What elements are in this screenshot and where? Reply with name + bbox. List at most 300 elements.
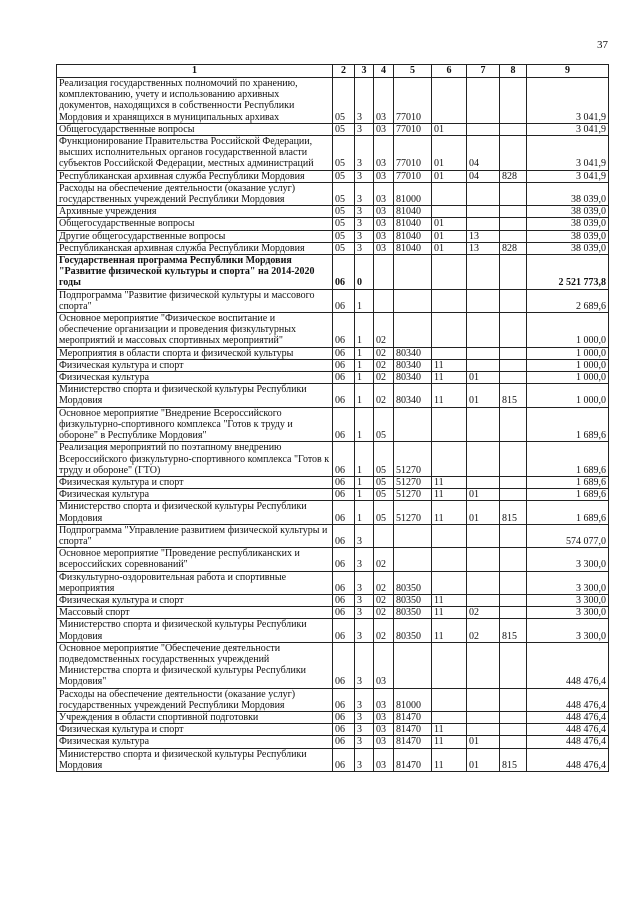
code-cell bbox=[432, 313, 467, 348]
table-row bbox=[57, 347, 609, 359]
code-cell: 3 bbox=[355, 78, 374, 124]
code-cell: 05 bbox=[333, 170, 355, 182]
table-row bbox=[57, 230, 609, 242]
row-name-cell: Физическая культура и спорт bbox=[57, 476, 333, 488]
code-cell: 06 bbox=[333, 489, 355, 501]
code-cell bbox=[500, 78, 527, 124]
row-name-cell: Физическая культура bbox=[57, 372, 333, 384]
code-cell bbox=[500, 206, 527, 218]
amount-cell: 3 300,0 bbox=[527, 548, 609, 571]
code-cell bbox=[374, 524, 394, 547]
code-cell: 81040 bbox=[394, 206, 432, 218]
code-cell bbox=[467, 688, 500, 711]
code-cell: 03 bbox=[374, 736, 394, 748]
code-cell bbox=[394, 548, 432, 571]
code-cell: 02 bbox=[374, 347, 394, 359]
code-cell: 05 bbox=[374, 407, 394, 442]
table-row bbox=[57, 594, 609, 606]
row-name-cell: Общегосударственные вопросы bbox=[57, 218, 333, 230]
code-cell: 0 bbox=[355, 255, 374, 290]
code-cell: 3 bbox=[355, 619, 374, 642]
table-row bbox=[57, 724, 609, 736]
code-cell: 81470 bbox=[394, 724, 432, 736]
amount-cell: 1 000,0 bbox=[527, 313, 609, 348]
code-cell bbox=[500, 724, 527, 736]
table-row bbox=[57, 206, 609, 218]
code-cell bbox=[467, 711, 500, 723]
table-row bbox=[57, 501, 609, 524]
code-cell: 51270 bbox=[394, 442, 432, 477]
code-cell: 02 bbox=[374, 313, 394, 348]
code-cell bbox=[500, 182, 527, 205]
code-cell: 06 bbox=[333, 711, 355, 723]
code-cell: 11 bbox=[432, 736, 467, 748]
code-cell: 3 bbox=[355, 688, 374, 711]
row-name-cell: Физкультурно-оздоровительная работа и спортивные мероприятия bbox=[57, 571, 333, 594]
code-cell bbox=[467, 359, 500, 371]
code-cell bbox=[500, 442, 527, 477]
code-cell: 05 bbox=[333, 218, 355, 230]
code-cell: 02 bbox=[374, 372, 394, 384]
code-cell bbox=[500, 218, 527, 230]
code-cell bbox=[467, 407, 500, 442]
code-cell: 03 bbox=[374, 242, 394, 254]
code-cell: 06 bbox=[333, 571, 355, 594]
amount-cell: 2 689,6 bbox=[527, 289, 609, 312]
code-cell bbox=[500, 594, 527, 606]
row-name-cell: Министерство спорта и физической культуры Республики Мордовия bbox=[57, 748, 333, 771]
code-cell bbox=[500, 607, 527, 619]
table-row bbox=[57, 182, 609, 205]
row-name-cell: Государственная программа Республики Мордовия "Развитие физической культуры и спорта" на 2014-2020 годы bbox=[57, 255, 333, 290]
code-cell: 11 bbox=[432, 384, 467, 407]
code-cell bbox=[467, 524, 500, 547]
code-cell: 81470 bbox=[394, 736, 432, 748]
code-cell: 1 bbox=[355, 313, 374, 348]
code-cell: 01 bbox=[432, 170, 467, 182]
row-name-cell: Основное мероприятие "Проведение республиканских и всероссийских соревнований" bbox=[57, 548, 333, 571]
table-row bbox=[57, 136, 609, 171]
code-cell: 01 bbox=[432, 218, 467, 230]
row-name-cell: Основное мероприятие "Физическое воспитание и обеспечение организации и проведения физкультурных мероприятий и массовых спортивных мероприятий" bbox=[57, 313, 333, 348]
code-cell: 3 bbox=[355, 218, 374, 230]
code-cell bbox=[467, 442, 500, 477]
amount-cell: 3 300,0 bbox=[527, 571, 609, 594]
code-cell: 06 bbox=[333, 524, 355, 547]
table-row bbox=[57, 372, 609, 384]
code-cell: 80340 bbox=[394, 384, 432, 407]
code-cell bbox=[500, 123, 527, 135]
code-cell: 02 bbox=[374, 359, 394, 371]
table-row bbox=[57, 607, 609, 619]
amount-cell: 448 476,4 bbox=[527, 748, 609, 771]
code-cell bbox=[500, 476, 527, 488]
code-cell: 03 bbox=[374, 230, 394, 242]
code-cell: 77010 bbox=[394, 78, 432, 124]
code-cell: 81000 bbox=[394, 182, 432, 205]
code-cell: 51270 bbox=[394, 489, 432, 501]
table-row bbox=[57, 218, 609, 230]
code-cell bbox=[374, 255, 394, 290]
code-cell: 3 bbox=[355, 607, 374, 619]
code-cell: 01 bbox=[467, 372, 500, 384]
row-name-cell: Общегосударственные вопросы bbox=[57, 123, 333, 135]
code-cell bbox=[467, 206, 500, 218]
code-cell: 81470 bbox=[394, 711, 432, 723]
code-cell: 11 bbox=[432, 476, 467, 488]
code-cell bbox=[432, 182, 467, 205]
amount-cell: 1 000,0 bbox=[527, 372, 609, 384]
code-cell: 81040 bbox=[394, 230, 432, 242]
table-row bbox=[57, 442, 609, 477]
code-cell: 03 bbox=[374, 218, 394, 230]
code-cell: 06 bbox=[333, 642, 355, 688]
code-cell: 06 bbox=[333, 619, 355, 642]
code-cell bbox=[467, 78, 500, 124]
code-cell: 1 bbox=[355, 384, 374, 407]
amount-cell: 2 521 773,8 bbox=[527, 255, 609, 290]
code-cell: 3 bbox=[355, 571, 374, 594]
code-cell bbox=[500, 489, 527, 501]
page-number: 37 bbox=[597, 39, 608, 51]
code-cell: 81040 bbox=[394, 242, 432, 254]
code-cell: 3 bbox=[355, 724, 374, 736]
amount-cell: 1 000,0 bbox=[527, 384, 609, 407]
code-cell: 13 bbox=[467, 242, 500, 254]
amount-cell: 38 039,0 bbox=[527, 230, 609, 242]
row-name-cell: Физическая культура bbox=[57, 489, 333, 501]
code-cell bbox=[394, 289, 432, 312]
code-cell: 03 bbox=[374, 206, 394, 218]
code-cell: 828 bbox=[500, 242, 527, 254]
code-cell bbox=[467, 594, 500, 606]
row-name-cell: Расходы на обеспечение деятельности (оказание услуг) государственных учреждений Республики Мордовия bbox=[57, 688, 333, 711]
amount-cell: 3 300,0 bbox=[527, 619, 609, 642]
table-row bbox=[57, 688, 609, 711]
code-cell bbox=[432, 206, 467, 218]
row-name-cell: Расходы на обеспечение деятельности (оказание услуг) государственных учреждений Республики Мордовия bbox=[57, 182, 333, 205]
code-cell: 03 bbox=[374, 136, 394, 171]
code-cell: 81470 bbox=[394, 748, 432, 771]
code-cell: 05 bbox=[333, 182, 355, 205]
code-cell: 03 bbox=[374, 182, 394, 205]
code-cell: 06 bbox=[333, 442, 355, 477]
code-cell bbox=[500, 407, 527, 442]
code-cell: 3 bbox=[355, 548, 374, 571]
code-cell bbox=[432, 407, 467, 442]
row-name-cell: Архивные учреждения bbox=[57, 206, 333, 218]
code-cell bbox=[467, 724, 500, 736]
code-cell: 11 bbox=[432, 748, 467, 771]
code-cell: 01 bbox=[467, 748, 500, 771]
table-row bbox=[57, 489, 609, 501]
table-row bbox=[57, 359, 609, 371]
row-name-cell: Физическая культура и спорт bbox=[57, 359, 333, 371]
code-cell: 06 bbox=[333, 347, 355, 359]
table-row bbox=[57, 78, 609, 124]
row-name-cell: Учреждения в области спортивной подготовки bbox=[57, 711, 333, 723]
code-cell: 03 bbox=[374, 642, 394, 688]
code-cell bbox=[432, 642, 467, 688]
code-cell: 01 bbox=[432, 123, 467, 135]
code-cell: 06 bbox=[333, 607, 355, 619]
header-cell: 9 bbox=[527, 65, 609, 78]
code-cell: 04 bbox=[467, 170, 500, 182]
code-cell: 06 bbox=[333, 255, 355, 290]
amount-cell: 3 300,0 bbox=[527, 594, 609, 606]
code-cell: 11 bbox=[432, 724, 467, 736]
code-cell: 06 bbox=[333, 313, 355, 348]
code-cell bbox=[432, 255, 467, 290]
code-cell bbox=[467, 476, 500, 488]
code-cell: 81000 bbox=[394, 688, 432, 711]
row-name-cell: Мероприятия в области спорта и физической культуры bbox=[57, 347, 333, 359]
row-name-cell: Республиканская архивная служба Республики Мордовия bbox=[57, 242, 333, 254]
row-name-cell: Реализация мероприятий по поэтапному внедрению Всероссийского физкультурно-спортивного комплекса "Готов к труду и обороне" (ГТО) bbox=[57, 442, 333, 477]
table-row bbox=[57, 619, 609, 642]
code-cell: 80350 bbox=[394, 619, 432, 642]
code-cell bbox=[467, 642, 500, 688]
amount-cell: 1 689,6 bbox=[527, 501, 609, 524]
code-cell: 06 bbox=[333, 501, 355, 524]
code-cell: 05 bbox=[374, 489, 394, 501]
code-cell: 3 bbox=[355, 170, 374, 182]
code-cell: 13 bbox=[467, 230, 500, 242]
amount-cell: 38 039,0 bbox=[527, 206, 609, 218]
row-name-cell: Функционирование Правительства Российской Федерации, высших исполнительных органов государственной власти субъектов Российской Федерации, местных администраций bbox=[57, 136, 333, 171]
code-cell bbox=[432, 347, 467, 359]
row-name-cell: Основное мероприятие "Обеспечение деятельности подведомственных государственных учреждений Министерства спорта и физической культуры Республики Мордовия" bbox=[57, 642, 333, 688]
table-row bbox=[57, 289, 609, 312]
code-cell bbox=[500, 313, 527, 348]
code-cell: 06 bbox=[333, 359, 355, 371]
amount-cell: 3 041,9 bbox=[527, 123, 609, 135]
code-cell: 3 bbox=[355, 748, 374, 771]
amount-cell: 448 476,4 bbox=[527, 688, 609, 711]
code-cell bbox=[432, 289, 467, 312]
code-cell: 3 bbox=[355, 594, 374, 606]
code-cell: 05 bbox=[333, 78, 355, 124]
code-cell: 3 bbox=[355, 123, 374, 135]
code-cell: 01 bbox=[467, 736, 500, 748]
code-cell: 05 bbox=[374, 476, 394, 488]
code-cell bbox=[394, 642, 432, 688]
code-cell bbox=[432, 524, 467, 547]
code-cell bbox=[394, 255, 432, 290]
table-row bbox=[57, 642, 609, 688]
code-cell: 80350 bbox=[394, 571, 432, 594]
code-cell: 77010 bbox=[394, 123, 432, 135]
amount-cell: 38 039,0 bbox=[527, 218, 609, 230]
code-cell: 03 bbox=[374, 748, 394, 771]
amount-cell: 1 689,6 bbox=[527, 489, 609, 501]
row-name-cell: Республиканская архивная служба Республики Мордовия bbox=[57, 170, 333, 182]
code-cell: 80340 bbox=[394, 372, 432, 384]
code-cell bbox=[500, 230, 527, 242]
code-cell bbox=[500, 736, 527, 748]
header-cell: 4 bbox=[374, 65, 394, 78]
amount-cell: 448 476,4 bbox=[527, 724, 609, 736]
code-cell bbox=[467, 182, 500, 205]
code-cell: 01 bbox=[467, 501, 500, 524]
code-cell bbox=[374, 289, 394, 312]
amount-cell: 1 689,6 bbox=[527, 407, 609, 442]
code-cell bbox=[500, 642, 527, 688]
table-row bbox=[57, 242, 609, 254]
code-cell bbox=[500, 548, 527, 571]
code-cell: 02 bbox=[467, 607, 500, 619]
code-cell bbox=[467, 571, 500, 594]
code-cell: 11 bbox=[432, 619, 467, 642]
code-cell: 3 bbox=[355, 230, 374, 242]
code-cell: 1 bbox=[355, 372, 374, 384]
code-cell: 05 bbox=[374, 501, 394, 524]
code-cell: 80350 bbox=[394, 594, 432, 606]
code-cell: 04 bbox=[467, 136, 500, 171]
code-cell: 01 bbox=[467, 489, 500, 501]
code-cell: 05 bbox=[333, 123, 355, 135]
code-cell bbox=[467, 289, 500, 312]
code-cell: 80350 bbox=[394, 607, 432, 619]
code-cell: 1 bbox=[355, 347, 374, 359]
row-name-cell: Подпрограмма "Управление развитием физической культуры и спорта" bbox=[57, 524, 333, 547]
table-row bbox=[57, 571, 609, 594]
amount-cell: 448 476,4 bbox=[527, 711, 609, 723]
code-cell: 06 bbox=[333, 688, 355, 711]
code-cell: 05 bbox=[333, 242, 355, 254]
code-cell: 1 bbox=[355, 359, 374, 371]
code-cell: 11 bbox=[432, 594, 467, 606]
code-cell: 01 bbox=[467, 384, 500, 407]
code-cell bbox=[500, 289, 527, 312]
code-cell: 80340 bbox=[394, 359, 432, 371]
row-name-cell: Министерство спорта и физической культуры Республики Мордовия bbox=[57, 501, 333, 524]
code-cell: 11 bbox=[432, 359, 467, 371]
table-row bbox=[57, 476, 609, 488]
code-cell: 1 bbox=[355, 407, 374, 442]
header-cell: 5 bbox=[394, 65, 432, 78]
row-name-cell: Основное мероприятие "Внедрение Всероссийского физкультурно-спортивного комплекса "Готов к труду и обороне" в Республике Мордовия" bbox=[57, 407, 333, 442]
amount-cell: 3 041,9 bbox=[527, 170, 609, 182]
code-cell bbox=[500, 524, 527, 547]
code-cell: 1 bbox=[355, 442, 374, 477]
code-cell: 03 bbox=[374, 711, 394, 723]
amount-cell: 3 300,0 bbox=[527, 607, 609, 619]
code-cell: 3 bbox=[355, 524, 374, 547]
code-cell: 06 bbox=[333, 476, 355, 488]
code-cell: 11 bbox=[432, 607, 467, 619]
code-cell: 05 bbox=[333, 206, 355, 218]
code-cell: 03 bbox=[374, 123, 394, 135]
amount-cell: 1 000,0 bbox=[527, 359, 609, 371]
code-cell: 77010 bbox=[394, 136, 432, 171]
header-row bbox=[57, 65, 609, 78]
header-cell: 3 bbox=[355, 65, 374, 78]
code-cell bbox=[500, 359, 527, 371]
code-cell bbox=[467, 548, 500, 571]
code-cell: 02 bbox=[374, 384, 394, 407]
amount-cell: 574 077,0 bbox=[527, 524, 609, 547]
code-cell: 02 bbox=[374, 594, 394, 606]
code-cell: 51270 bbox=[394, 501, 432, 524]
amount-cell: 1 689,6 bbox=[527, 476, 609, 488]
code-cell bbox=[500, 372, 527, 384]
amount-cell: 1 689,6 bbox=[527, 442, 609, 477]
code-cell: 11 bbox=[432, 489, 467, 501]
code-cell bbox=[467, 218, 500, 230]
row-name-cell: Физическая культура и спорт bbox=[57, 594, 333, 606]
code-cell bbox=[467, 347, 500, 359]
table-row bbox=[57, 711, 609, 723]
header-cell: 1 bbox=[57, 65, 333, 78]
code-cell: 06 bbox=[333, 548, 355, 571]
code-cell bbox=[500, 711, 527, 723]
code-cell: 06 bbox=[333, 372, 355, 384]
code-cell: 05 bbox=[333, 136, 355, 171]
amount-cell: 3 041,9 bbox=[527, 78, 609, 124]
code-cell bbox=[432, 78, 467, 124]
amount-cell: 38 039,0 bbox=[527, 242, 609, 254]
code-cell: 06 bbox=[333, 289, 355, 312]
table-row bbox=[57, 313, 609, 348]
code-cell bbox=[394, 313, 432, 348]
header-cell: 7 bbox=[467, 65, 500, 78]
code-cell: 06 bbox=[333, 724, 355, 736]
code-cell: 02 bbox=[374, 548, 394, 571]
code-cell bbox=[500, 347, 527, 359]
code-cell: 3 bbox=[355, 242, 374, 254]
row-name-cell: Реализация государственных полномочий по хранению, комплектованию, учету и использованию архивных документов, находящихся в собственности Республики Мордовия и хранящихся в муниципальных архивах bbox=[57, 78, 333, 124]
code-cell: 1 bbox=[355, 501, 374, 524]
code-cell: 01 bbox=[432, 230, 467, 242]
code-cell: 11 bbox=[432, 501, 467, 524]
code-cell: 03 bbox=[374, 688, 394, 711]
code-cell bbox=[500, 255, 527, 290]
budget-table-body bbox=[57, 78, 609, 772]
code-cell bbox=[500, 136, 527, 171]
code-cell: 3 bbox=[355, 206, 374, 218]
code-cell: 02 bbox=[374, 607, 394, 619]
code-cell: 80340 bbox=[394, 347, 432, 359]
amount-cell: 3 041,9 bbox=[527, 136, 609, 171]
code-cell: 02 bbox=[374, 619, 394, 642]
code-cell bbox=[467, 255, 500, 290]
code-cell: 01 bbox=[432, 136, 467, 171]
table-row bbox=[57, 736, 609, 748]
row-name-cell: Министерство спорта и физической культуры Республики Мордовия bbox=[57, 619, 333, 642]
code-cell: 3 bbox=[355, 136, 374, 171]
code-cell: 828 bbox=[500, 170, 527, 182]
code-cell bbox=[394, 407, 432, 442]
code-cell: 1 bbox=[355, 476, 374, 488]
header-cell: 8 bbox=[500, 65, 527, 78]
amount-cell: 38 039,0 bbox=[527, 182, 609, 205]
table-row bbox=[57, 524, 609, 547]
row-name-cell: Подпрограмма "Развитие физической культуры и массового спорта" bbox=[57, 289, 333, 312]
code-cell bbox=[467, 123, 500, 135]
code-cell: 815 bbox=[500, 748, 527, 771]
code-cell: 815 bbox=[500, 384, 527, 407]
row-name-cell: Министерство спорта и физической культуры Республики Мордовия bbox=[57, 384, 333, 407]
code-cell: 3 bbox=[355, 182, 374, 205]
amount-cell: 448 476,4 bbox=[527, 736, 609, 748]
amount-cell: 448 476,4 bbox=[527, 642, 609, 688]
table-row bbox=[57, 548, 609, 571]
code-cell: 11 bbox=[432, 372, 467, 384]
code-cell bbox=[500, 571, 527, 594]
code-cell: 815 bbox=[500, 619, 527, 642]
code-cell: 03 bbox=[374, 724, 394, 736]
